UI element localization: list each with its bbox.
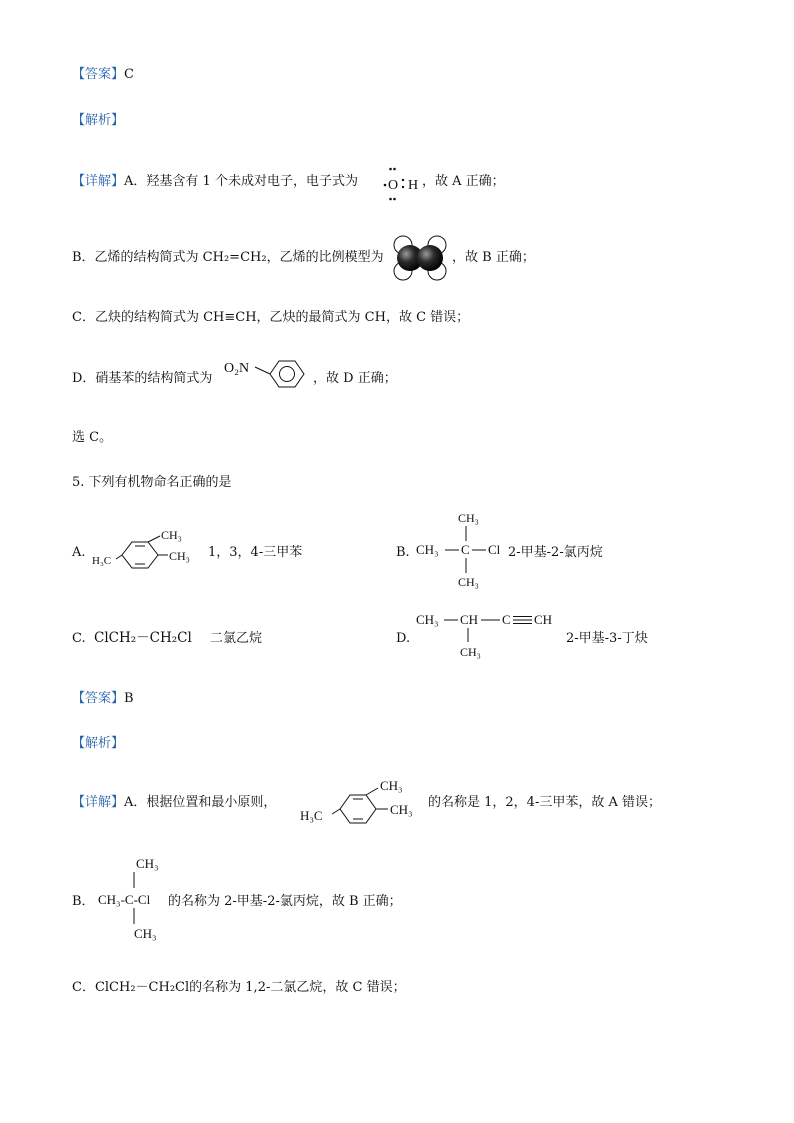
ch3-top: CH₃ (380, 778, 403, 793)
ch-end: CH (534, 612, 553, 627)
hydroxyl-electron-formula (383, 163, 421, 205)
ch-center: CH (460, 612, 479, 627)
option-a-letter: A. (72, 545, 86, 560)
oxygen-symbol: O (388, 178, 399, 193)
detail-a-tail: ，故 A 正确； (422, 174, 505, 189)
ch3-bottom: CH₃ (134, 926, 157, 941)
option-b-structure (414, 508, 510, 590)
conclusion: 选 C。 (72, 430, 113, 445)
ch3-right: CH₃ (169, 549, 190, 563)
ch3-left: CH₃ (416, 542, 439, 557)
option-b-letter: B. (396, 545, 410, 560)
option-c-letter: C. (72, 631, 86, 646)
analysis-tag-2: 【解析】 (72, 736, 125, 751)
ch3-top: CH₃ (161, 528, 182, 542)
detail-a-line (72, 173, 358, 191)
trimethylbenzene-structure (298, 772, 428, 828)
h3c-label: H₃C (92, 555, 112, 567)
ch3-bottom: CH₃ (460, 645, 481, 659)
tert-b-formula: CH₃-C-Cl (98, 892, 151, 907)
ch3-bottom: CH₃ (458, 575, 479, 589)
option-b-name: 2-甲基-2-氯丙烷 (508, 545, 603, 560)
detail-d-text: D．硝基苯的结构简式为 (72, 371, 213, 386)
answer-value: B (124, 691, 134, 706)
question-5-stem: 5. 下列有机物命名正确的是 (72, 475, 232, 490)
tert-butyl-chloride-structure (94, 850, 170, 944)
detail2-b-tail: 的名称为 2-甲基-2-氯丙烷，故 B 正确； (168, 894, 402, 909)
detail-b-tail: ，故 B 正确； (452, 250, 535, 265)
answer-line-2 (72, 690, 134, 708)
ch3-left: CH₃ (416, 612, 439, 627)
detail-c-text: C．乙炔的结构简式为 CH≡CH，乙炔的最简式为 CH，故 C 错误； (72, 310, 470, 325)
detail-a-text: A．羟基含有 1 个未成对电子，电子式为 (124, 174, 358, 189)
ch3-top: CH₃ (136, 856, 159, 871)
option-d-name: 2-甲基-3-丁炔 (566, 631, 648, 646)
answer-line-1 (72, 66, 134, 84)
option-d-structure (414, 604, 564, 662)
detail-tag: 【详解】 (72, 795, 125, 810)
detail-d-tail: ，故 D 正确； (313, 371, 397, 386)
option-a-structure (88, 524, 208, 574)
answer-tag: 【答案】 (72, 67, 125, 82)
detail2-a-text: A．根据位置和最小原则， (124, 795, 277, 810)
ethylene-space-filling-model (390, 234, 450, 282)
chlorine: Cl (488, 542, 501, 557)
detail2-a-tail: 的名称是 1，2，4-三甲苯，故 A 错误； (428, 795, 661, 810)
detail2-c-formula: C．ClCH₂－CH₂Cl (72, 980, 190, 995)
carbon-triple: C (502, 612, 511, 627)
option-c-name: 二氯乙烷 (210, 631, 263, 646)
hydrogen-symbol: H (408, 178, 419, 193)
detail-b-text: B．乙烯的结构简式为 CH₂=CH₂，乙烯的比例模型为 (72, 250, 384, 265)
option-c-formula: ClCH₂－CH₂Cl (94, 630, 192, 646)
analysis-tag-1: 【解析】 (72, 113, 125, 128)
option-a-name: 1，3，4-三甲苯 (208, 545, 303, 560)
ch3-top: CH₃ (458, 511, 479, 525)
h3c-label: H₃C (300, 808, 323, 823)
answer-tag: 【答案】 (72, 691, 125, 706)
detail-tag: 【详解】 (72, 174, 125, 189)
detail2-b-letter: B． (72, 894, 95, 909)
nitrobenzene-structure (222, 352, 310, 396)
detail2-c-tail: 的名称为 1,2-二氯乙烷，故 C 错误； (189, 980, 406, 995)
detail2-c-line (72, 979, 406, 997)
answer-value: C (124, 67, 134, 82)
carbon-center: C (461, 542, 470, 557)
nitro-group: O₂N (224, 361, 250, 376)
detail2-a-line (72, 794, 276, 812)
option-d-letter: D. (396, 631, 411, 646)
ch3-right: CH₃ (390, 802, 413, 817)
